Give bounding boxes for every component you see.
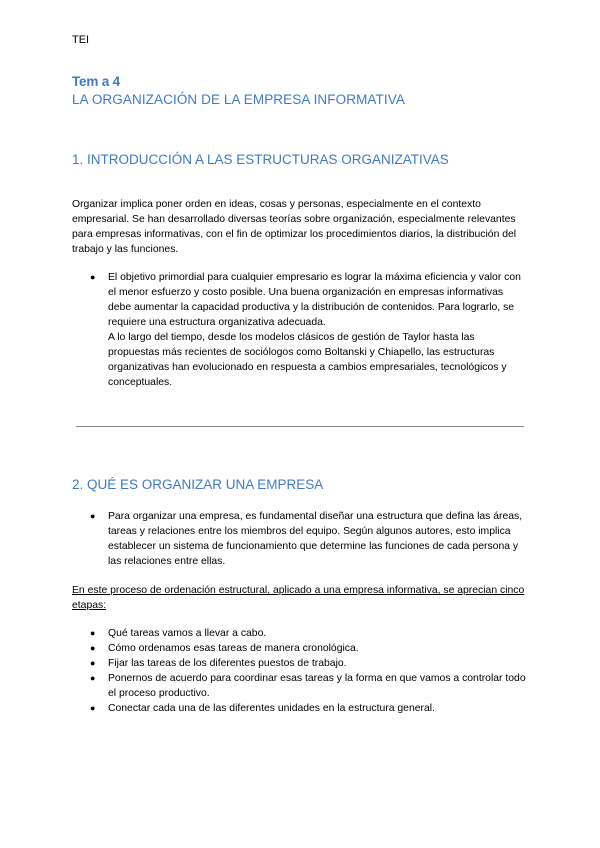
bullet-icon: ● — [90, 272, 96, 282]
section2-heading: 2. QUÉ ES ORGANIZAR UNA EMPRESA — [72, 477, 324, 492]
section1-bullet-list — [72, 270, 528, 390]
list-item — [72, 671, 528, 701]
section1-intro-paragraph: Organizar implica poner orden en ideas, cosas y personas, especialmente en el contexto empresarial. Se han desarrollado diversas teorías sobre organización, especialmente relevantes para empresas informativas, con el fin de optimizar los procedimientos diarios, la distribución del trabajo y las funciones. — [72, 199, 517, 255]
stage-text: Ponernos de acuerdo para coordinar esas tareas y la forma en que vamos a controlar todo el proceso productivo. — [108, 673, 526, 699]
list-item — [72, 509, 528, 569]
stage-text: Conectar cada una de las diferentes unidades en la estructura general. — [108, 703, 435, 714]
stage-text: Qué tareas vamos a llevar a cabo. — [108, 628, 267, 639]
bullet-icon: ● — [90, 511, 96, 521]
stages-list — [72, 626, 528, 716]
page-header: TEI — [72, 34, 90, 46]
topic-title: LA ORGANIZACIÓN DE LA EMPRESA INFORMATIVA — [72, 92, 405, 107]
section2-bullet-list — [72, 509, 528, 569]
horizontal-divider — [76, 426, 524, 427]
list-item — [72, 626, 528, 641]
bullet-text: Para organizar una empresa, es fundamental diseñar una estructura que defina las áreas, tareas y relaciones entre los miembros del equipo. Según algunos autores, esto implica establecer un sistema de funcionamiento que determine las funciones de cada persona y las relaciones entre ellas. — [108, 511, 523, 567]
list-item — [72, 656, 528, 671]
stage-text: Cómo ordenamos esas tareas de manera cronológica. — [108, 643, 359, 654]
document-title — [72, 73, 532, 109]
list-item — [72, 641, 528, 656]
bullet-icon: ● — [90, 703, 96, 713]
bullet-icon: ● — [90, 628, 96, 638]
bullet-text-continued: A lo largo del tiempo, desde los modelos clásicos de gestión de Taylor hasta las propuestas más recientes de sociólogos como Boltanski y Chiapello, las estructuras organizativas han evolucionado en respuesta a cambios empresariales, tecnológicos y conceptuales. — [108, 332, 507, 388]
topic-number: Tem a 4 — [72, 74, 120, 89]
list-item — [72, 701, 528, 716]
bullet-icon: ● — [90, 673, 96, 683]
bullet-icon: ● — [90, 658, 96, 668]
list-item — [72, 270, 528, 390]
bullet-icon: ● — [90, 643, 96, 653]
stage-text: Fijar las tareas de los diferentes puestos de trabajo. — [108, 658, 347, 669]
section1-heading: 1. INTRODUCCIÓN A LAS ESTRUCTURAS ORGANIZATIVAS — [72, 152, 449, 167]
bullet-text: El objetivo primordial para cualquier empresario es lograr la máxima eficiencia y valor con el menor esfuerzo y costo posible. Una buena organización en empresas informativas debe aumentar la capacidad productiva y la distribución de contenidos. Para lograrlo, se requiere una estructura organizativa adecuada. — [108, 272, 521, 328]
stages-intro-underlined: En este proceso de ordenación estructural, aplicado a una empresa informativa, se aprecian cinco etapas: — [72, 585, 525, 611]
